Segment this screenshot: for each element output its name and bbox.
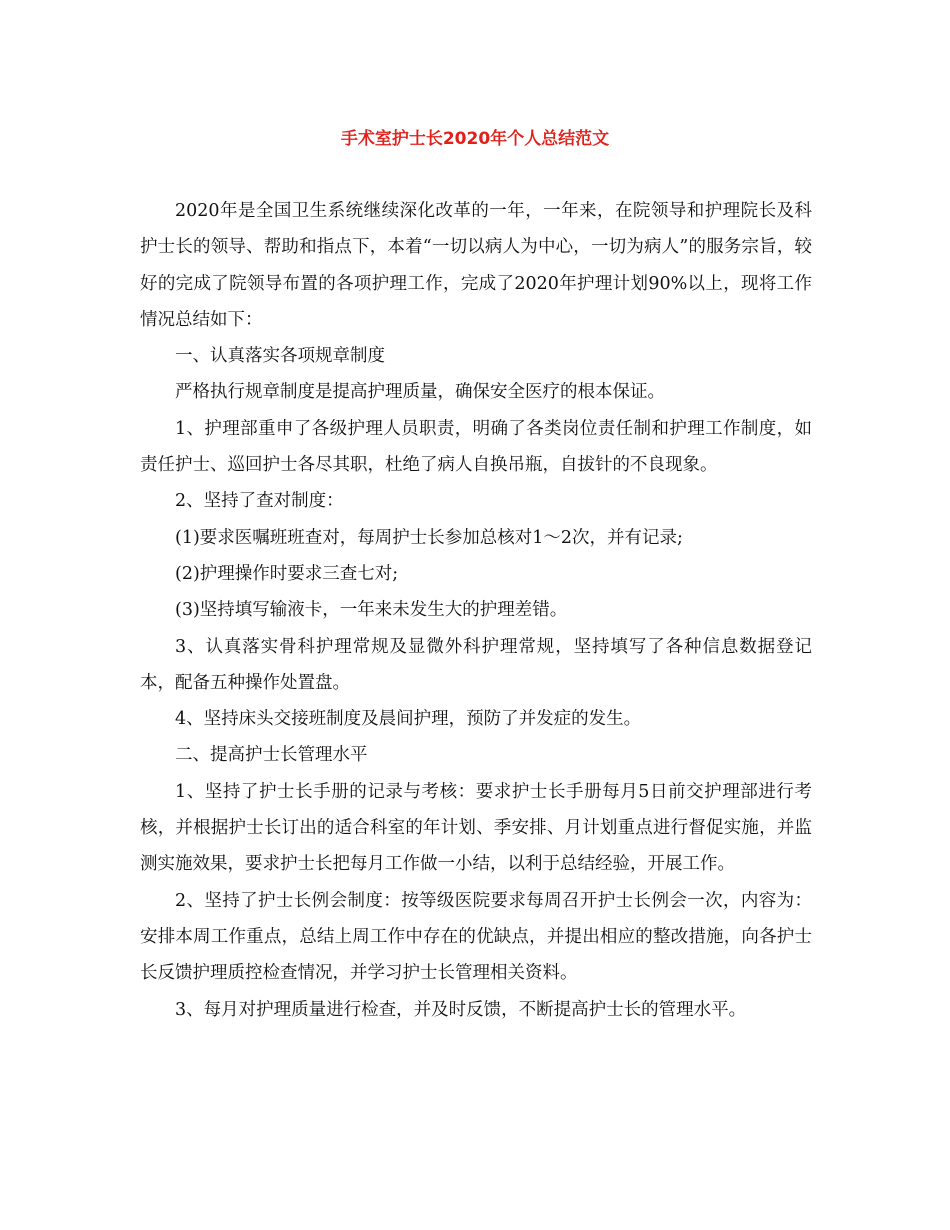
paragraph: (3)坚持填写输液卡，一年来未发生大的护理差错。	[175, 600, 568, 621]
paragraph: 3、每月对护理质量进行检查，并及时反馈，不断提高护士长的管理水平。	[175, 999, 747, 1020]
paragraph: 严格执行规章制度是提高护理质量，确保安全医疗的根本保证。	[175, 382, 665, 403]
section-heading: 二、提高护士长管理水平	[175, 745, 368, 766]
paragraph: 2020年是全国卫生系统继续深化改革的一年，一年来，在院领导和护理院长及科护士长的领导、帮助和指点下，本着“一切以病人为中心，一切为病人”的服务宗旨，较好的完成了院领导布置的各项护理工作，完成了2020年护理计划90%以上，现将工作情况总结如下：	[140, 201, 812, 330]
section-heading: 一、认真落实各项规章制度	[175, 346, 385, 367]
paragraph: (2)护理操作时要求三查七对;	[175, 563, 399, 584]
document-title: 手术室护士长2020年个人总结范文	[340, 129, 610, 149]
paragraph: 3、认真落实骨科护理常规及显微外科护理常规，坚持填写了各种信息数据登记本，配备五种操作处置盘。	[140, 636, 812, 693]
paragraph: 1、坚持了护士长手册的记录与考核：要求护士长手册每月5日前交护理部进行考核，并根据护士长订出的适合科室的年计划、季安排、月计划重点进行督促实施，并监测实施效果，要求护士长把每月工作做一小结，以利于总结经验，开展工作。	[140, 781, 812, 875]
paragraph: 2、坚持了查对制度：	[175, 491, 344, 512]
paragraph: (1)要求医嘱班班查对，每周护士长参加总核对1～2次，并有记录;	[175, 527, 683, 548]
paragraph: 2、坚持了护士长例会制度：按等级医院要求每周召开护士长例会一次，内容为：安排本周工作重点，总结上周工作中存在的优缺点，并提出相应的整改措施，向各护士长反馈护理质控检查情况，并学习护士长管理相关资料。	[140, 890, 812, 984]
document-body	[140, 193, 812, 1028]
paragraph: 4、坚持床头交接班制度及晨间护理，预防了并发症的发生。	[175, 709, 642, 730]
paragraph: 1、护理部重申了各级护理人员职责，明确了各类岗位责任制和护理工作制度，如责任护士、巡回护士各尽其职，杜绝了病人自换吊瓶，自拔针的不良现象。	[140, 418, 812, 476]
